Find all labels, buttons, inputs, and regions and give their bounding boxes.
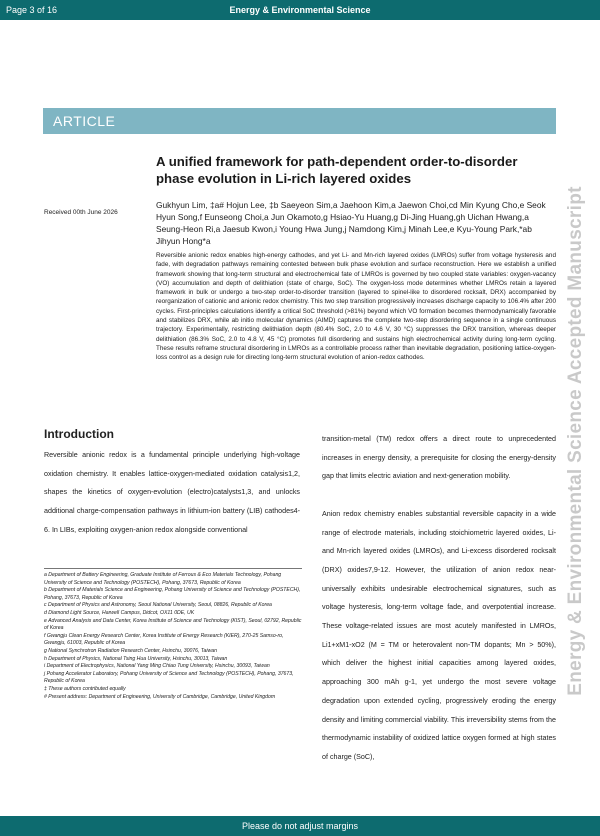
accepted-manuscript-watermark (564, 96, 588, 786)
footnote: i Department of Electrophysics, National Yang Ming Chiao Tung University, Hsinchu, 30093, Taiwan (44, 663, 270, 670)
footnote: c Department of Physics and Astronomy, Seoul National University, Seoul, 08826, Republic of Korea (44, 602, 272, 609)
footnote: g National Synchrotron Radiation Research Center, Hsinchu, 30076, Taiwan (44, 647, 217, 654)
page-number: Page 3 of 16 (6, 5, 58, 15)
introduction-left-column: Reversible anionic redox is a fundamental principle underlying high-voltage oxidation chemistry. It enables lattice-oxygen-mediated oxidation catalysis1,2, shapes the kinetics of oxygen-evolution (electro)catalysts1,3, and unlocks additional charge-compensation pathways in lithium-ion battery (LIB) cathodes4-6. In LIBs, exploiting oxygen-anion redox alongside conventional (44, 451, 300, 534)
introduction-heading: Introduction (44, 427, 114, 441)
section-label: ARTICLE (53, 113, 116, 129)
paper-title: A unified framework for path-dependent order-to-disorder phase evolution in Li-rich layered oxides (156, 154, 518, 186)
footnote: h Department of Physics, National Tsing Hua University, Hsinchu, 30013, Taiwan (44, 655, 228, 662)
footnote: j Pohang Accelerator Laboratory, Pohang University of Science and Technology (POSTECH), Pohang, 37673, Republic of Korea (44, 670, 294, 685)
author-list: Gukhyun Lim, ‡a# Hojun Lee, ‡b Saeyeon Sim,a Jaehoon Kim,a Jaewon Choi,cd Min Kyung Cho,e Seok Hyun Song,f Eunseong Choi,a Jun Okamoto,g Hsiao-Yu Huang,g Di-Jing Huang,gh Uichan Hwang,a Seung-Heon Ri,a Jaesub Kwon,i Young Hwa Jung,j Namdong Kim,j Minah Lee,e Kyu-Young Park,*ab Jihyun Hong*a (156, 200, 546, 246)
footnote: d Diamond Light Source, Harwell Campus, Didcot, OX11 0DE, UK (44, 609, 195, 616)
affiliation-footnotes (44, 568, 302, 701)
watermark-text: Energy & Environmental Science Accepted Manuscript (565, 186, 586, 696)
footnote: a Department of Battery Engineering, Graduate Institute of Ferrous & Eco Materials Technology, Pohang University of Science and Technology (POSTECH), Pohang, 37673, Republic of Korea (44, 572, 282, 586)
top-header-bar (0, 0, 600, 20)
footnote-divider (44, 568, 302, 569)
introduction-right-column (322, 430, 556, 767)
intro-paragraph-1: transition-metal (TM) redox offers a direct route to unprecedented increases in energy density, a prerequisite for closing the energy-density gap that limits electric aviation and next-generation mobility. (322, 435, 556, 481)
footnote: # Present address: Department of Engineering, University of Cambridge, Cambridge, United Kingdom (44, 693, 276, 700)
footnote: e Advanced Analysis and Data Center, Korea Institute of Science and Technology (KIST), Seoul, 02792, Republic of Korea (44, 617, 302, 632)
bottom-footer-bar (0, 816, 600, 836)
article-section-band (43, 108, 556, 134)
received-date: Received 00th June 2026 (44, 209, 118, 216)
journal-title: Energy & Environmental Science (229, 5, 371, 15)
margin-notice: Please do not adjust margins (241, 821, 359, 831)
abstract: Reversible anionic redox enables high-energy cathodes, and yet Li- and Mn-rich layered oxides (LMROs) suffer from voltage hysteresis and fade, with degradation pathways remaining contested between bulk phase evolution and surface reconstruction. Here we establish a unified framework showing that long-term structural and electrochemical fate of LMROs is governed by two coupled state variables: oxygen-vacancy (VO) accumulation and depth of delithiation (state of charge, SoC). The oxygen-loss mode determines whether LMROs retain a layered framework in bulk or undergo a two-step order-to-disorder transition (layered to spinel-like to disordered rocksalt, DRX) accompanied by reorganization of cationic and anionic redox chemistry. This two step transition progressively increases discharge capacity to 106.4% after 200 cycles. First-principles calculations identify a critical SoC threshold (>81%) beyond which VO formation becomes thermodynamically favorable and stabilizes DRX, while ab initio molecular dynamics (AIMD) captures the complete two-step disordering sequence in a single continuous trajectory. Experimentally, restricting delithiation depth (80.4% SoC, 2.0 to 4.6 V, 30 °C) suppresses the DRX transition, whereas deeper delithiation (86.3% SoC, 2.0 to 4.8 V, 45 °C) promotes full disordering and sustains high electrochemical activity during long-term cycling. These results reframe structural disordering in LMROs as a controllable process rather than inevitable degradation, positioning lattice-oxygen-loss control as a design rule for directing long-term structural evolution of anion-redox cathodes. (156, 252, 556, 362)
footnote: b Department of Materials Science and Engineering, Pohang University of Science and Technology (POSTECH), Pohang, 37673, Republic of Korea (44, 587, 301, 601)
footnote: ‡ These authors contributed equally (44, 685, 126, 692)
intro-paragraph-2: Anion redox chemistry enables substantial reversible capacity in a wide range of electrode materials, including stoichiometric layered oxides, Li- and Mn-rich layered oxides (LMROs), and Li-excess disordered rocksalt (DRX) oxides7,9-12. However, the utilization of anion redox near-universally exhibits undesirable electrochemical signatures, such as voltage hysteresis, long-term voltage fade, and overpotential increase. These voltage-related issues are most acutely manifested in LMROs, Li1+xM1-xO2 (M = TM or heterovalent non-TM dopants; Mn > 50%), which deliver the highest initial capacities among layered oxides, approaching 300 mAh g-1, yet undergo the most severe voltage degradation upon extended cycling, progressively eroding the energy density and limiting commercial viability. This irreversibility stems from the thermodynamic instability of oxidized lattice oxygen formed at high states of charge (SoC), (322, 509, 556, 761)
footnote: f Gwangju Clean Energy Research Center, Korea Institute of Energy Research (KIER), 270-25 Samso-ro, Gwangju, 61003, Republic of Korea (44, 632, 284, 647)
